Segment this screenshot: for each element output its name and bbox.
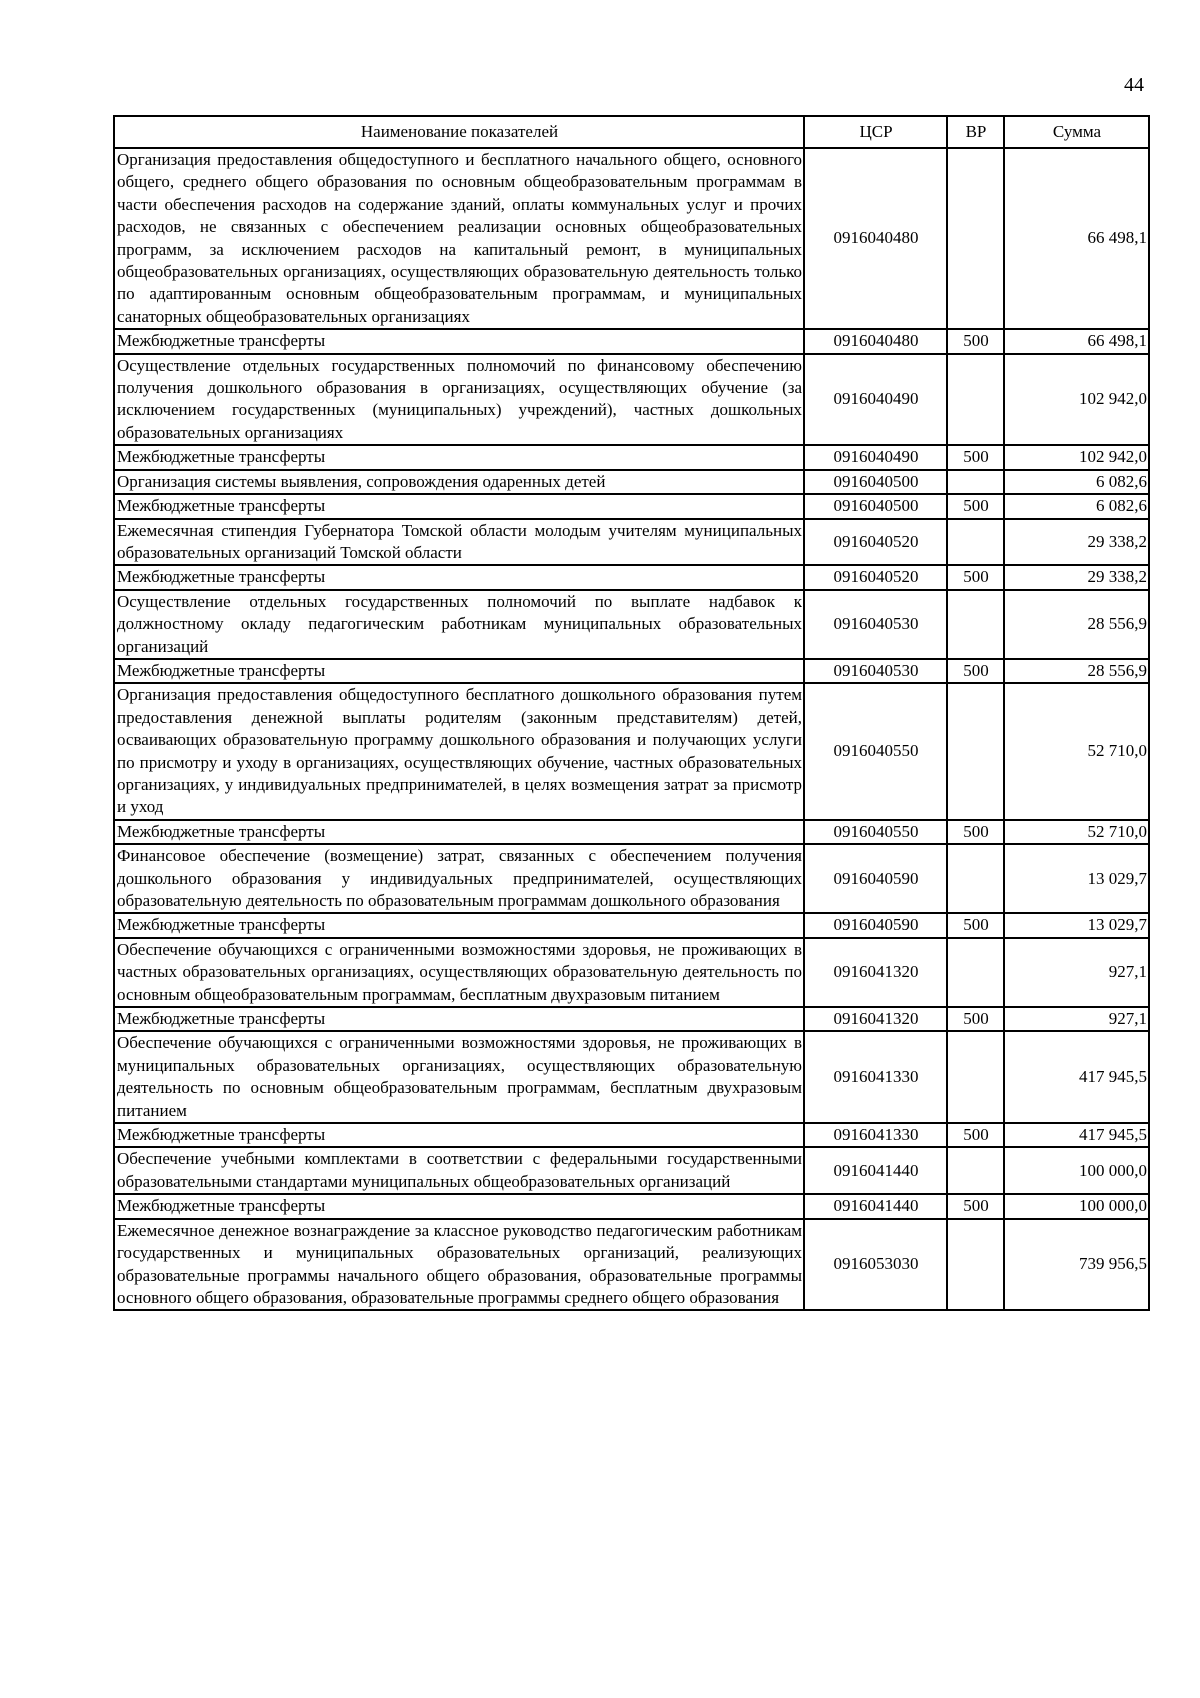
row-csr-cell: 0916040550	[804, 683, 947, 819]
row-name-cell: Финансовое обеспечение (возмещение) затрат, связанных с обеспечением получения дошкольного образования у индивидуальных предпринимателей, осуществляющих образовательную деятельность по образовательным программам дошкольного образования	[114, 844, 804, 913]
table-row	[114, 938, 1149, 1007]
header-row	[114, 116, 1149, 148]
table-body	[114, 148, 1149, 1310]
row-sum-cell: 6 082,6	[1004, 494, 1149, 518]
table-row	[114, 659, 1149, 683]
table-row	[114, 683, 1149, 819]
table-row	[114, 519, 1149, 566]
table-row	[114, 1123, 1149, 1147]
row-csr-cell: 0916041330	[804, 1031, 947, 1123]
row-vr-cell: 500	[947, 565, 1004, 589]
row-csr-cell: 0916040480	[804, 329, 947, 353]
row-sum-cell: 927,1	[1004, 1007, 1149, 1031]
header-name: Наименование показателей	[114, 116, 804, 148]
table-row	[114, 913, 1149, 937]
row-name-cell: Межбюджетные трансферты	[114, 1123, 804, 1147]
row-vr-cell	[947, 354, 1004, 446]
row-sum-cell: 29 338,2	[1004, 565, 1149, 589]
table-row	[114, 1147, 1149, 1194]
row-name-cell: Межбюджетные трансферты	[114, 329, 804, 353]
row-sum-cell: 102 942,0	[1004, 445, 1149, 469]
row-vr-cell	[947, 938, 1004, 1007]
row-vr-cell	[947, 844, 1004, 913]
row-csr-cell: 0916041440	[804, 1147, 947, 1194]
row-sum-cell: 28 556,9	[1004, 659, 1149, 683]
row-sum-cell: 28 556,9	[1004, 590, 1149, 659]
row-vr-cell: 500	[947, 494, 1004, 518]
row-csr-cell: 0916053030	[804, 1219, 947, 1311]
table-row	[114, 1219, 1149, 1311]
budget-table	[113, 115, 1150, 1311]
row-name-cell: Обеспечение обучающихся с ограниченными возможностями здоровья, не проживающих в муниципальных образовательных организациях, осуществляющих образовательную деятельность по основным общеобразовательным программам, бесплатным двухразовым питанием	[114, 1031, 804, 1123]
row-name-cell: Межбюджетные трансферты	[114, 1007, 804, 1031]
row-sum-cell: 13 029,7	[1004, 844, 1149, 913]
row-name-cell: Межбюджетные трансферты	[114, 494, 804, 518]
row-sum-cell: 13 029,7	[1004, 913, 1149, 937]
row-csr-cell: 0916040590	[804, 844, 947, 913]
row-name-cell: Организация системы выявления, сопровождения одаренных детей	[114, 470, 804, 494]
row-sum-cell: 66 498,1	[1004, 148, 1149, 329]
header-sum: Сумма	[1004, 116, 1149, 148]
row-name-cell: Ежемесячная стипендия Губернатора Томской области молодым учителям муниципальных образовательных организаций Томской области	[114, 519, 804, 566]
table-row	[114, 565, 1149, 589]
header-csr: ЦСР	[804, 116, 947, 148]
row-name-cell: Межбюджетные трансферты	[114, 659, 804, 683]
page-number: 44	[1124, 74, 1144, 96]
row-name-cell: Осуществление отдельных государственных полномочий по выплате надбавок к должностному окладу педагогическим работникам муниципальных образовательных организаций	[114, 590, 804, 659]
row-vr-cell: 500	[947, 1194, 1004, 1218]
row-csr-cell: 0916040480	[804, 148, 947, 329]
row-vr-cell	[947, 1219, 1004, 1311]
row-vr-cell	[947, 470, 1004, 494]
row-name-cell: Организация предоставления общедоступного и бесплатного начального общего, основного общего, среднего общего образования по основным общеобразовательным программам в части обеспечения расходов на содержание зданий, оплаты коммунальных услуг и прочих расходов, не связанных с обеспечением реализации основных общеобразовательных программ, за исключением расходов на капитальный ремонт, в муниципальных общеобразовательных организациях, осуществляющих образовательную деятельность только по адаптированным основным общеобразовательным программам, и муниципальных санаторных общеобразовательных организациях	[114, 148, 804, 329]
row-csr-cell: 0916040550	[804, 820, 947, 844]
row-sum-cell: 739 956,5	[1004, 1219, 1149, 1311]
table-row	[114, 445, 1149, 469]
row-sum-cell: 102 942,0	[1004, 354, 1149, 446]
row-vr-cell: 500	[947, 329, 1004, 353]
row-vr-cell: 500	[947, 913, 1004, 937]
row-vr-cell	[947, 148, 1004, 329]
row-csr-cell: 0916040490	[804, 354, 947, 446]
row-sum-cell: 52 710,0	[1004, 820, 1149, 844]
row-csr-cell: 0916040590	[804, 913, 947, 937]
table-row	[114, 329, 1149, 353]
row-name-cell: Обеспечение обучающихся с ограниченными возможностями здоровья, не проживающих в частных образовательных организациях, осуществляющих образовательную деятельность по основным общеобразовательным программам, бесплатным двухразовым питанием	[114, 938, 804, 1007]
row-sum-cell: 52 710,0	[1004, 683, 1149, 819]
row-csr-cell: 0916040500	[804, 470, 947, 494]
row-vr-cell: 500	[947, 445, 1004, 469]
row-vr-cell: 500	[947, 1123, 1004, 1147]
row-name-cell: Межбюджетные трансферты	[114, 445, 804, 469]
row-sum-cell: 927,1	[1004, 938, 1149, 1007]
row-csr-cell: 0916041320	[804, 1007, 947, 1031]
table-row	[114, 1194, 1149, 1218]
row-sum-cell: 100 000,0	[1004, 1194, 1149, 1218]
row-csr-cell: 0916040490	[804, 445, 947, 469]
row-vr-cell	[947, 590, 1004, 659]
row-name-cell: Обеспечение учебными комплектами в соответствии с федеральными государственными образовательными стандартами муниципальных общеобразовательных организаций	[114, 1147, 804, 1194]
row-csr-cell: 0916041440	[804, 1194, 947, 1218]
table-header	[114, 116, 1149, 148]
row-sum-cell: 100 000,0	[1004, 1147, 1149, 1194]
row-csr-cell: 0916040500	[804, 494, 947, 518]
row-csr-cell: 0916040520	[804, 519, 947, 566]
table-row	[114, 1007, 1149, 1031]
row-name-cell: Осуществление отдельных государственных полномочий по финансовому обеспечению получения дошкольного образования в организациях, осуществляющих обучение (за исключением государственных (муниципальных) учреждений), частных дошкольных образовательных организациях	[114, 354, 804, 446]
row-sum-cell: 417 945,5	[1004, 1031, 1149, 1123]
row-csr-cell: 0916040530	[804, 659, 947, 683]
row-vr-cell	[947, 1147, 1004, 1194]
row-name-cell: Межбюджетные трансферты	[114, 1194, 804, 1218]
table-row	[114, 820, 1149, 844]
header-vr: ВР	[947, 116, 1004, 148]
row-vr-cell	[947, 683, 1004, 819]
table-row	[114, 494, 1149, 518]
row-sum-cell: 417 945,5	[1004, 1123, 1149, 1147]
row-vr-cell: 500	[947, 820, 1004, 844]
row-vr-cell: 500	[947, 1007, 1004, 1031]
row-vr-cell	[947, 519, 1004, 566]
row-sum-cell: 29 338,2	[1004, 519, 1149, 566]
row-csr-cell: 0916040520	[804, 565, 947, 589]
row-csr-cell: 0916041330	[804, 1123, 947, 1147]
row-name-cell: Ежемесячное денежное вознаграждение за классное руководство педагогическим работникам государственных и муниципальных образовательных организаций, реализующих образовательные программы начального общего образования, образовательные программы основного общего образования, образовательные программы среднего общего образования	[114, 1219, 804, 1311]
row-csr-cell: 0916041320	[804, 938, 947, 1007]
row-name-cell: Межбюджетные трансферты	[114, 820, 804, 844]
table-row	[114, 1031, 1149, 1123]
row-csr-cell: 0916040530	[804, 590, 947, 659]
table-row	[114, 470, 1149, 494]
row-vr-cell: 500	[947, 659, 1004, 683]
table-row	[114, 590, 1149, 659]
row-sum-cell: 6 082,6	[1004, 470, 1149, 494]
table-row	[114, 148, 1149, 329]
table-row	[114, 844, 1149, 913]
row-name-cell: Организация предоставления общедоступного бесплатного дошкольного образования путем предоставления денежной выплаты родителям (законным представителям) детей, осваивающих образовательную программу дошкольного образования и получающих услуги по присмотру и уходу в организациях, осуществляющих обучение, частных образовательных организациях, у индивидуальных предпринимателей, в целях возмещения затрат за присмотр и уход	[114, 683, 804, 819]
row-name-cell: Межбюджетные трансферты	[114, 913, 804, 937]
row-name-cell: Межбюджетные трансферты	[114, 565, 804, 589]
row-sum-cell: 66 498,1	[1004, 329, 1149, 353]
row-vr-cell	[947, 1031, 1004, 1123]
table-row	[114, 354, 1149, 446]
